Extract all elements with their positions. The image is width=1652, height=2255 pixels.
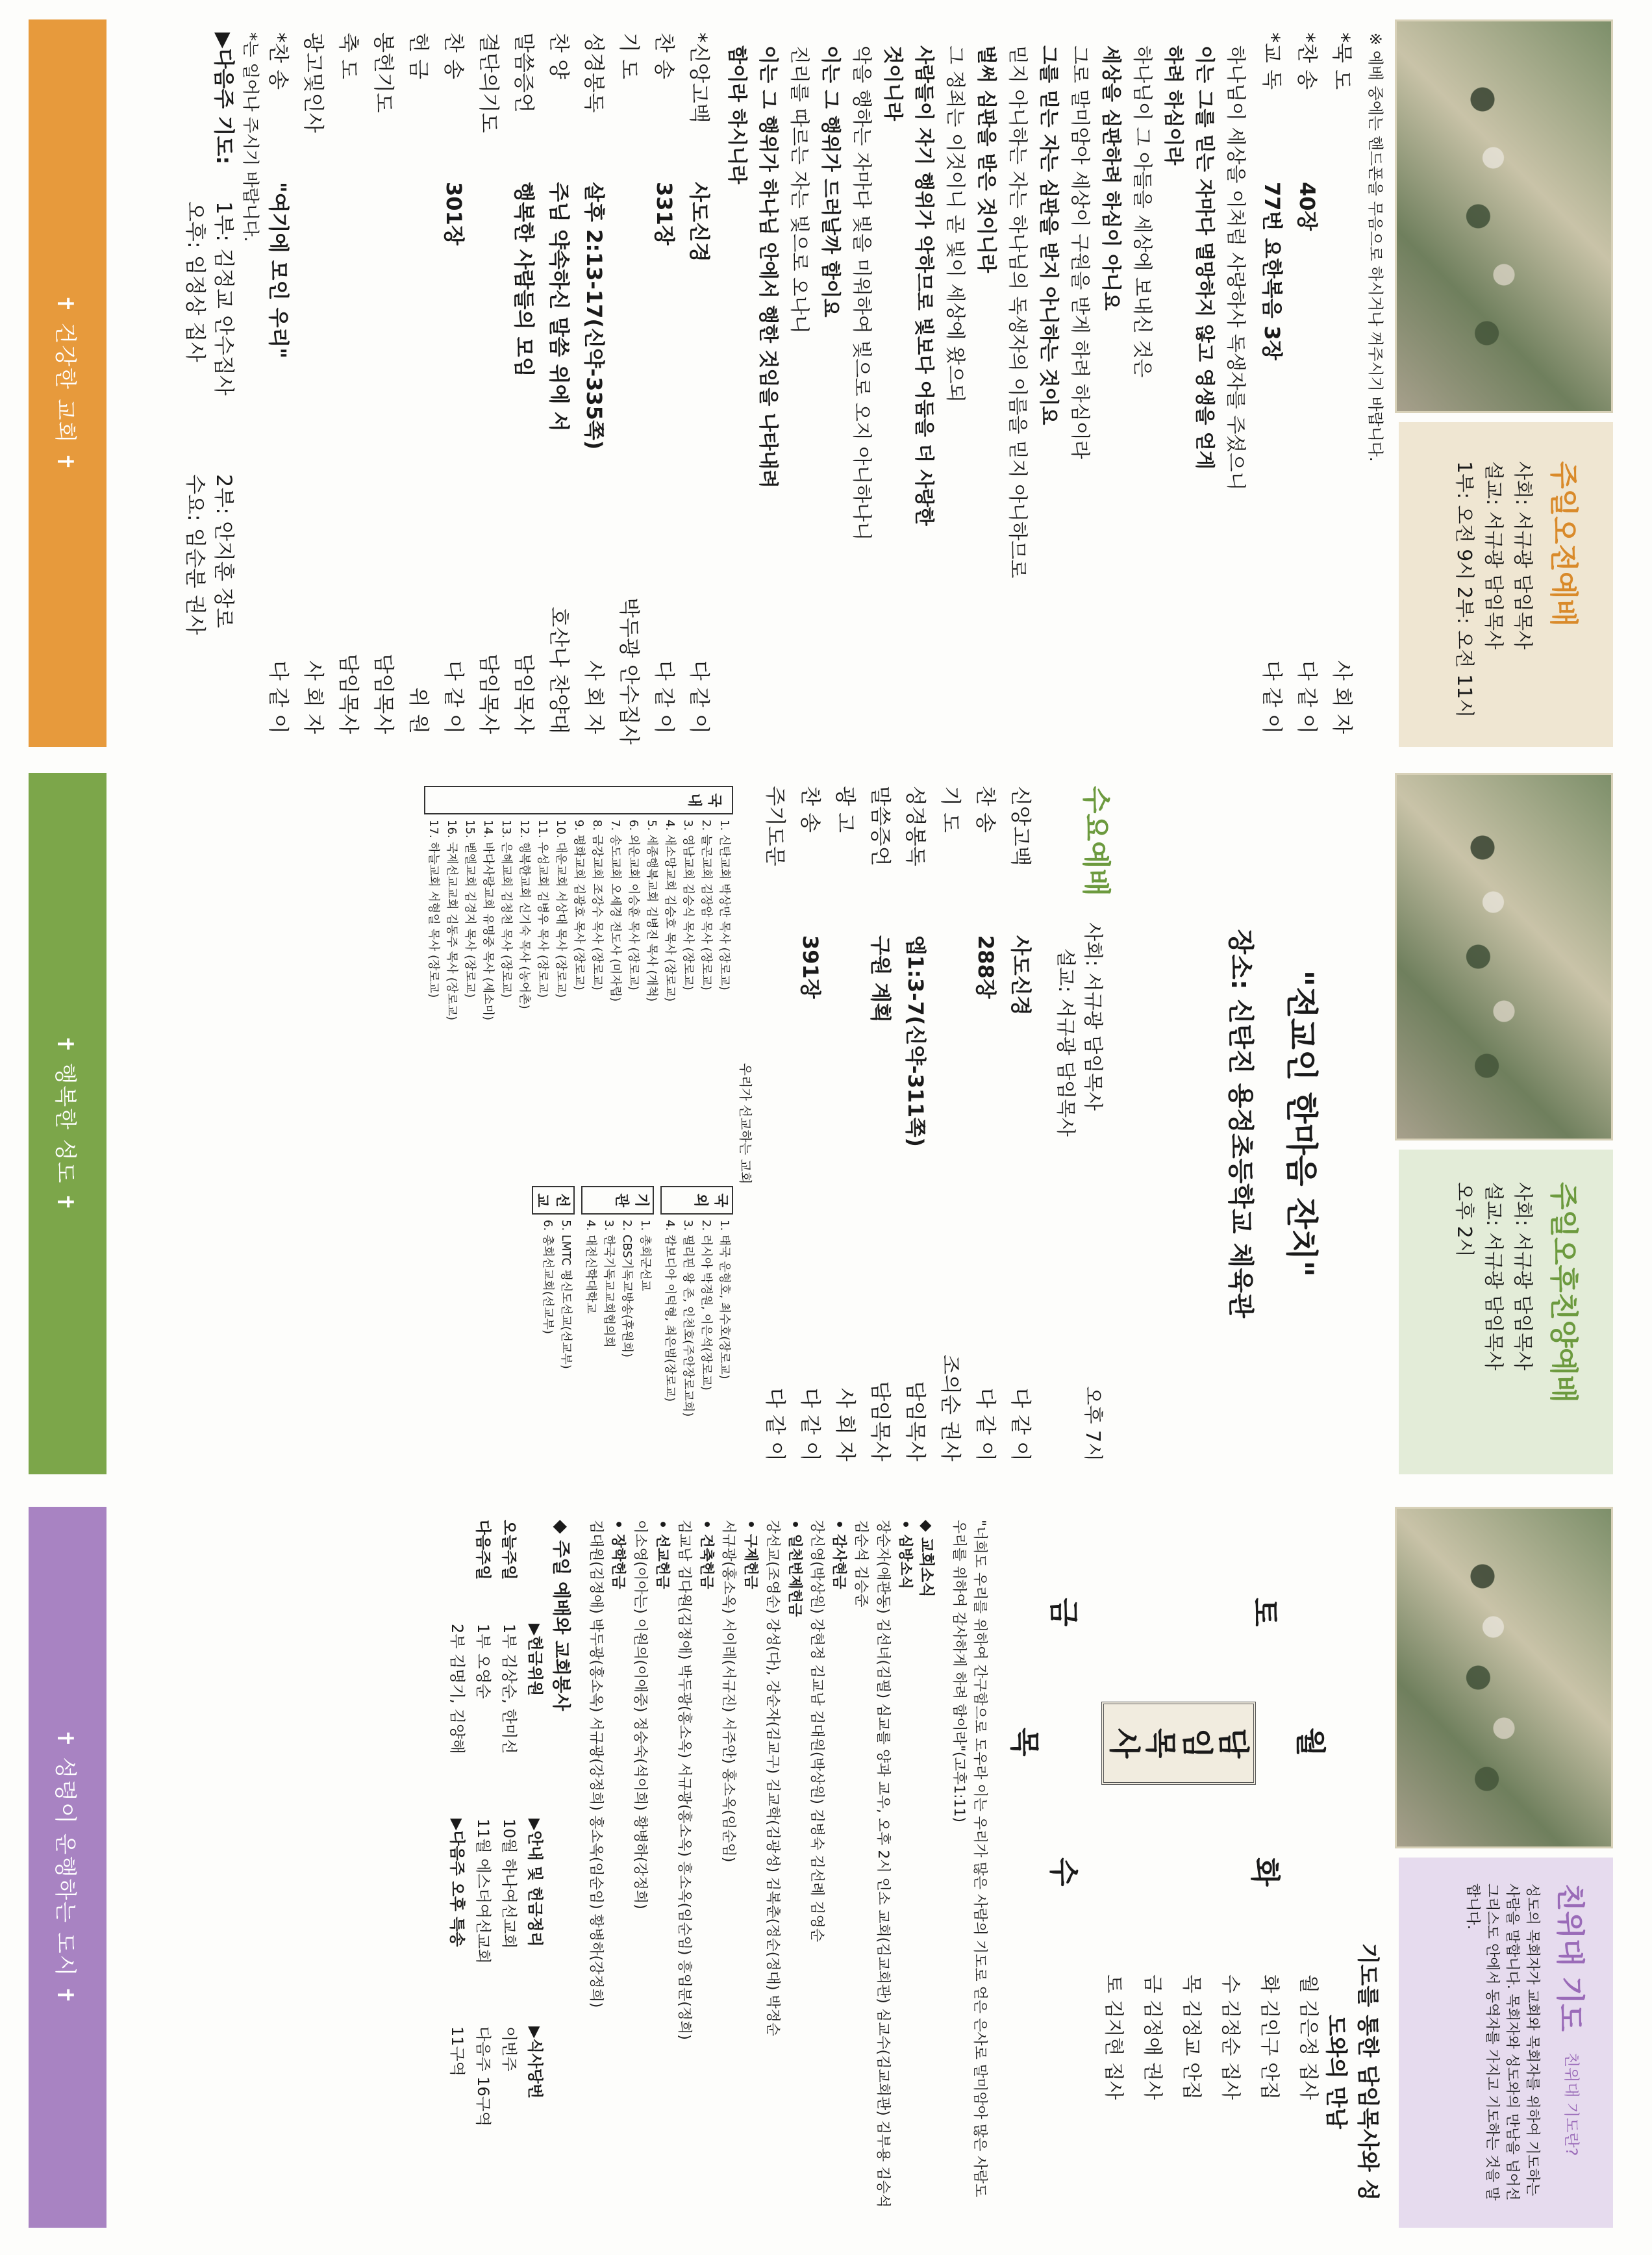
footer-band: ✝ 성령이 운행하는 도시 ✝ (29, 1507, 106, 2228)
prayer-title-box (1399, 1858, 1613, 2228)
panel-afternoon-service (29, 773, 1613, 1474)
order-row: 말씀증언 행복한 사람들의 모임 담임목사 (511, 32, 536, 734)
event-place: 장소: 신탄진 용정초등학교 체육관 (1225, 929, 1255, 1318)
day-tue: 화 (1247, 1858, 1283, 1887)
morning-leader: 사회: 서규광 담임목사 (1511, 461, 1534, 649)
phone-notice: ※ 예배 중에는 핸드폰을 무음으로 하시거나 꺼주시기 바랍니다. (1366, 32, 1384, 462)
prayer-description: 성도의 목회자가 교회와 목회자를 위하여 기도하는 사람을 말합니다. 목회자와 성도와의 만남을 넘어선 그리스도 안에서 동역자를 가지고 기도하는 것을 말합니다. (1464, 1883, 1540, 2201)
order-row: 찬 송 391장 다 같 이 (798, 786, 823, 1461)
order-row: 헌 금 위 원 (406, 32, 431, 734)
footer-band: ✝ 행복한 성도 ✝ (29, 773, 106, 1474)
mission-header: 우리가 선교하는 교회 (738, 1063, 753, 1185)
panel-prayer-news (29, 1507, 1613, 2228)
domestic-missions (424, 786, 733, 1176)
order-row: 찬 양 주님 약속하신 말씀 위에 서 호산나 찬양대 (546, 32, 571, 734)
order-row: 광고및인사 사 회 자 (301, 32, 326, 734)
prayer-schedule: 월 김은정 집사 화 김인구 안집 수 김정순 집사 목 김정교 안집 금 김정애 권사 토 김지현 집사 (1102, 1974, 1320, 2100)
order-row: 성경봉독 엡1:3-7(신약-311쪽) 담임목사 (903, 786, 929, 1461)
order-row: 신앙고백 사도신경 다 같 이 (1008, 786, 1034, 1461)
domestic-list: 1. 신탄교회 박상만 목사 (장로교) 2. 늘곤교회 김장암 목사 (장로교) 3. 영남교회 김승식 목사 (장로교) 4. 새소망교회 김승호 목사 (장로교) 5. 세종행복교회 김병진 목사 (개척) 6. 외운교회 이승훈 목사 (장로교) 7. 송도교회 오세경 전도사 (미자립) 8. 금강교회 조강수 목사 (장로교) 9. 평화교회 김광호 목사 (장로교) 10. 대운교회 서상대 목사 (장로교) 11. 우성교회 김병우 목사 (장로교) 12. 행복한교회 신기숙 목사 (농어촌) 13. 은혜교회 김청천 목사 (장로교) 14. 바다사랑교회 유명중 목사 (세소미) 15. 벧엘교회 김경지 목사 (장로교) 16. 국제선교교회 김동주 목사 (장로교) 17. 하늘교회 서형일 목사 (장로교) (427, 820, 731, 1020)
service-schedule: ◆ 주일 예배와 교회봉사 ▶헌금위원 ▶안내 및 헌금정리 ▶식사당번 오늘주일 1부 김상순, 한미선 10월 하나여선교회 이번주 다음주일 1부 오영순 11월 에스더여선교회 다음주 16구역 2부 김명기, 김양해 ▶다음주 오후 특송 11구역 (448, 1520, 572, 2127)
order-row: *묵 도 사 회 자 (1329, 32, 1355, 734)
order-row: 봉헌기도 담임목사 (371, 32, 396, 734)
order-row: *교 독 77번 요한복음 3장 다 같 이 (1259, 32, 1284, 734)
worship-photo (1395, 773, 1613, 1140)
prayer-title: 친위대 기도 (1553, 1883, 1586, 2032)
morning-preacher: 설교: 서규광 담임목사 (1482, 461, 1505, 649)
order-row: 광 고 사 회 자 (833, 786, 858, 1461)
prayer-diagram (996, 1520, 1386, 2215)
afternoon-preacher: 설교: 서규광 담임목사 (1482, 1182, 1505, 1370)
prayer-subtitle: 친위대 기도란? (1562, 2052, 1581, 2156)
church-news: ◆ 교회소식 • 심방소식 장순자(애관동) 김선녀(김필) 심교를 양과 교우, 오후 2시 인소 교회(김교회관) 심교수(김교회관) 김부용 김승석 김순석 김승준 • 감사현금 강신영(박상원) 강현정 김교남 김대원(박상원) 김병숙 김선례 김영순 • 일천번제헌금 강선교(조영순) 강성(다), 강순자(김교구) 김교학(김광성) 김복춘(정순(정대) 박정순 • 구제헌금 서규광(홍소옥) 서이레(서규진) 서주안) 홍소옥(임순임) • 건축헌금 김교남 김다원(김정애) 박두광(홍소옥) 서규광(홍소옥) 흥소옥(임순임) 흥임분(정희) • 선교헌금 이소영(이아는) 이원의(이애중) 정숭숙(석이희) 황병하(강정희) • 장학헌금 김대원(김정애) 박두광(홍소옥) 서규광(강정희) 홍소옥(임순임) 황병하(강정희) (588, 1520, 936, 2208)
morning-title-box (1399, 422, 1613, 747)
day-fri: 금 (1046, 1598, 1081, 1627)
order-row: 결단의기도 담임목사 (476, 32, 501, 734)
mission-block (424, 786, 756, 1461)
next-prayer: ▶다음주 기도: 1부: 김정교 안수집사 2부: 안지훈 장로 (211, 32, 236, 628)
responsive-reading: 하나님이 세상을 이처럼 사랑하사 독생자를 주셨으니 이는 그를 믿는 자마다 멸망하지 않고 영생을 얻게 하려 하심이라 하나님이 그 아들을 세상에 보내신 것은 세상을 심판하려 하심이 아니요 그로 말미암아 세상이 구원을 받게 하려 하심이라 그를 믿는 자는 심판을 받지 아니하는 것이요 믿지 아니하는 자는 하나님의 독생자의 이름을 믿지 아니하므로 벌써 심판을 받은 것이니라 그 정죄는 이것이니 곧 빛이 세상에 왔으되 사람들이 자기 행위가 악하므로 빛보다 어둠을 더 사랑한 것이니라 악을 행하는 자마다 빛을 미워하여 빛으로 오지 아니하나니 이는 그 행위가 드러날까 함이요 진리를 따르는 자는 빛으로 오나니 이는 그 행위가 하나님 안에서 행한 것임을 나타내려 함이라 하시니라 (725, 45, 1247, 579)
day-sat: 토 (1247, 1598, 1283, 1627)
order-row: *찬 송 "여기에 모인 우리" 다 같 이 (266, 32, 291, 734)
afternoon-title: 주일오후친양예배 (1547, 1182, 1580, 1404)
order-row: 주기도문 다 같 이 (763, 786, 788, 1461)
order-row: 찬 송 331장 다 같 이 (651, 32, 677, 734)
event-block (1224, 773, 1366, 1474)
afternoon-title-box (1399, 1150, 1613, 1474)
domestic-label: 국내 (424, 786, 733, 814)
next-prayer-2: 오후: 임정상 집사 수요: 임순분 권사 (182, 201, 208, 635)
panel-morning-service (29, 19, 1613, 747)
wednesday-title: 수요예배 (1079, 786, 1112, 897)
fellowship-photo (1395, 1507, 1613, 1848)
morning-title: 주일오전예배 (1547, 461, 1580, 627)
wednesday-header: 수요예배 사회: 서규광 담임목사 오후 7시 (1078, 786, 1120, 1461)
wednesday-preacher: 설교: 서규광 담임목사 (1054, 948, 1077, 1137)
stand-note: *는 일어나 주시기 바랍니다. (240, 32, 260, 242)
day-wed: 수 (1046, 1858, 1081, 1887)
order-row: 말씀증언 구원 계획 담임목사 (868, 786, 894, 1461)
wednesday-block (758, 786, 1120, 1461)
quote: "너희도 우리를 위하여 간구함으로 도우라 이는 우리가 많은 사람의 기도로 얻은 은사로 말미암아 많은 사람도 우리를 위하여 감사하게 하려 함이라"(고후1:11) (951, 1520, 988, 2198)
overseas-missions: 국외 1. 태국 운형호, 최수호(장로교) 2. 러시아 박경원, 이은석(장로교) 3. 필리핀 왕 존, 인천호(주안장로교회) 4. 캄보디아 이덕형, 최은범(장로교) 기관 1. 총회군선교 2. CBS기독교방송(후원회) 3. 한국기독교교회협의회 4. 대전신학대학교 선교 5. LMTC 평신도선교(선교부) 6. 총회선교회(선교부) (424, 1186, 733, 1461)
morning-order (181, 32, 1386, 745)
day-thu: 목 (1007, 1728, 1042, 1757)
order-row: 성경봉독 살후 2:13-17(신약-335쪽) 사 회 자 (581, 32, 607, 734)
event-title: "전교인 한마음 잔치" (1283, 970, 1320, 1278)
pastor-box: 담 임 목 사 (1101, 1702, 1256, 1785)
order-row: 찬 송 288장 다 같 이 (973, 786, 999, 1461)
afternoon-leader: 사회: 서규광 담임목사 (1511, 1182, 1534, 1370)
order-row: 찬 송 301장 다 같 이 (441, 32, 466, 734)
prayer-meeting-title: 기도를 통한 담임목사와 성도와의 만남 (1323, 1943, 1381, 2201)
order-row: *찬 송 40장 다 같 이 (1294, 32, 1320, 734)
afternoon-time: 오후 2시 (1453, 1182, 1475, 1257)
order-row: 기 도 박두광 안수집사 (616, 32, 642, 745)
order-row: *신앙고백 사도신경 다 같 이 (686, 32, 712, 734)
choir-photo (1395, 19, 1613, 413)
morning-times: 1부: 오전 9시 2부: 오전 11시 (1453, 461, 1475, 718)
order-row: 기 도 조의순 권사 (938, 786, 964, 1461)
footer-band: ✝ 건강한 교회 ✝ (29, 19, 106, 747)
order-row: 축 도 담임목사 (336, 32, 361, 734)
day-mon: 월 (1293, 1728, 1328, 1757)
